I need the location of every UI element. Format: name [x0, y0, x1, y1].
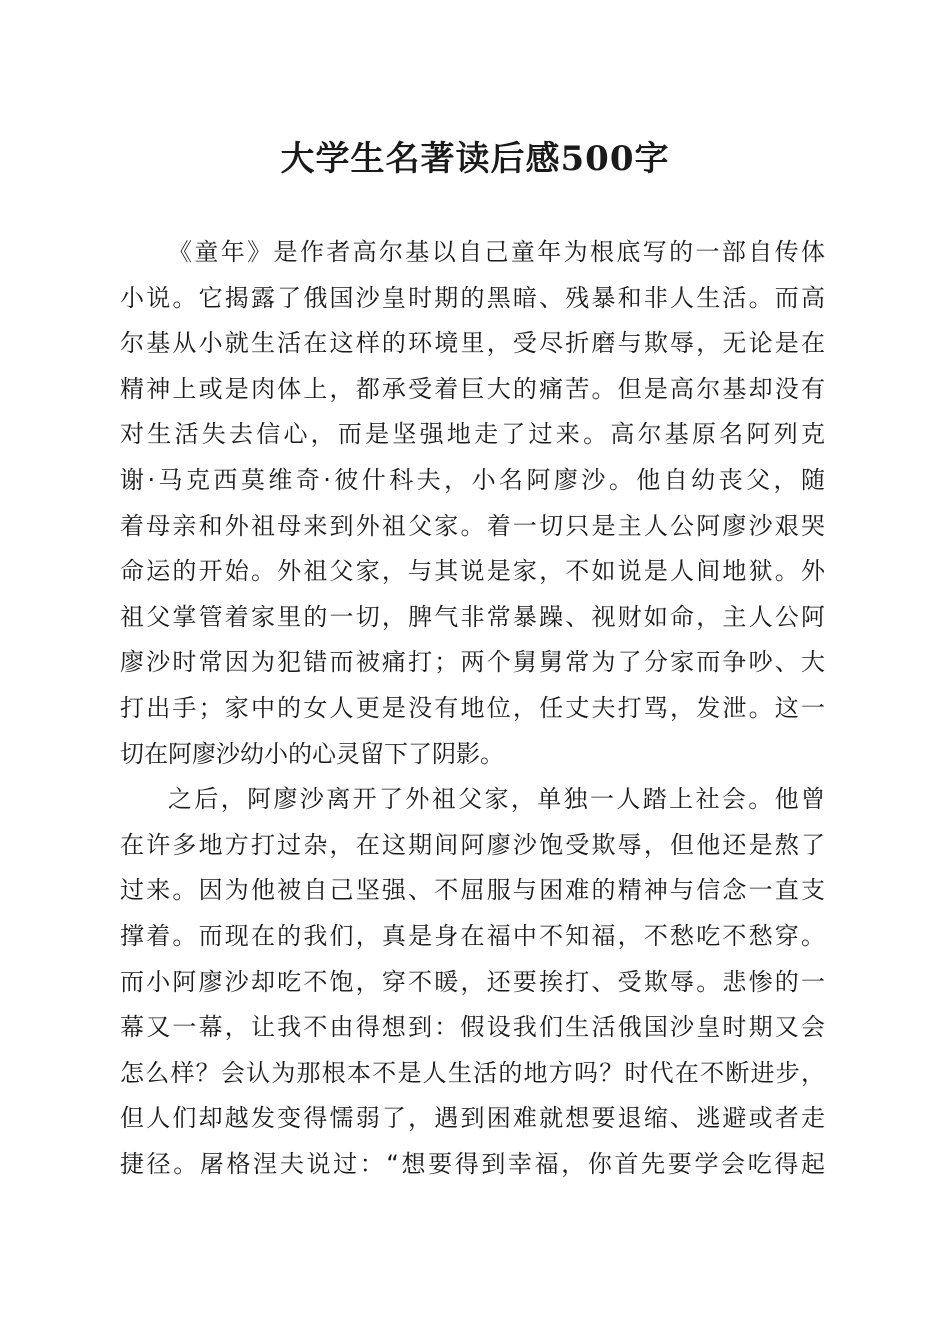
text-line: 尔基从小就生活在这样的环境里，受尽折磨与欺辱，无论是在 — [120, 329, 825, 358]
document-title: 大学生名著读后感500字 — [280, 139, 670, 179]
text-line: 在许多地方打过杂，在这期间阿廖沙饱受欺辱，但他还是熬了 — [120, 830, 825, 859]
text-line: 着母亲和外祖母来到外祖父家。着一切只是主人公阿廖沙艰哭 — [120, 511, 825, 540]
text-line: 幕又一幕，让我不由得想到：假设我们生活俄国沙皇时期又会 — [120, 1013, 825, 1042]
text-line: 对生活失去信心，而是坚强地走了过来。高尔基原名阿列克 — [120, 420, 825, 449]
text-line: 打出手；家中的女人更是没有地位，任丈夫打骂，发泄。这一 — [120, 693, 825, 722]
text-line: 谢·马克西莫维奇·彼什科夫，小名阿廖沙。他自幼丧父，随 — [120, 465, 825, 494]
text-line: 但人们却越发变得懦弱了，遇到困难就想要退缩、逃避或者走 — [120, 1104, 825, 1133]
text-line: 精神上或是肉体上，都承受着巨大的痛苦。但是高尔基却没有 — [120, 374, 825, 403]
text-line: 命运的开始。外祖父家，与其说是家，不如说是人间地狱。外 — [120, 557, 825, 586]
text-line: 廖沙时常因为犯错而被痛打；两个舅舅常为了分家而争吵、大 — [120, 648, 825, 677]
text-line: 怎么样？会认为那根本不是人生活的地方吗？时代在不断进步， — [120, 1058, 825, 1087]
document-body — [120, 230, 825, 1187]
text-line: 《童年》是作者高尔基以自己童年为根底写的一部自传体 — [168, 238, 825, 266]
text-line: 小说。它揭露了俄国沙皇时期的黑暗、残暴和非人生活。而高 — [120, 283, 825, 312]
paragraph-1 — [120, 230, 825, 777]
text-line: 过来。因为他被自己坚强、不屈服与困难的精神与信念一直支 — [120, 876, 825, 905]
text-line: 之后，阿廖沙离开了外祖父家，单独一人踏上社会。他曾 — [168, 785, 825, 814]
text-line: 捷径。屠格涅夫说过：“想要得到幸福，你首先要学会吃得起 — [120, 1149, 825, 1178]
paragraph-2 — [120, 777, 825, 1187]
text-line: 切在阿廖沙幼小的心灵留下了阴影。 — [120, 739, 504, 768]
text-line: 而小阿廖沙却吃不饱，穿不暖，还要挨打、受欺辱。悲惨的一 — [120, 967, 825, 996]
text-line: 祖父掌管着家里的一切，脾气非常暴躁、视财如命，主人公阿 — [120, 602, 825, 631]
text-line: 撑着。而现在的我们，真是身在福中不知福，不愁吃不愁穿。 — [120, 921, 825, 950]
